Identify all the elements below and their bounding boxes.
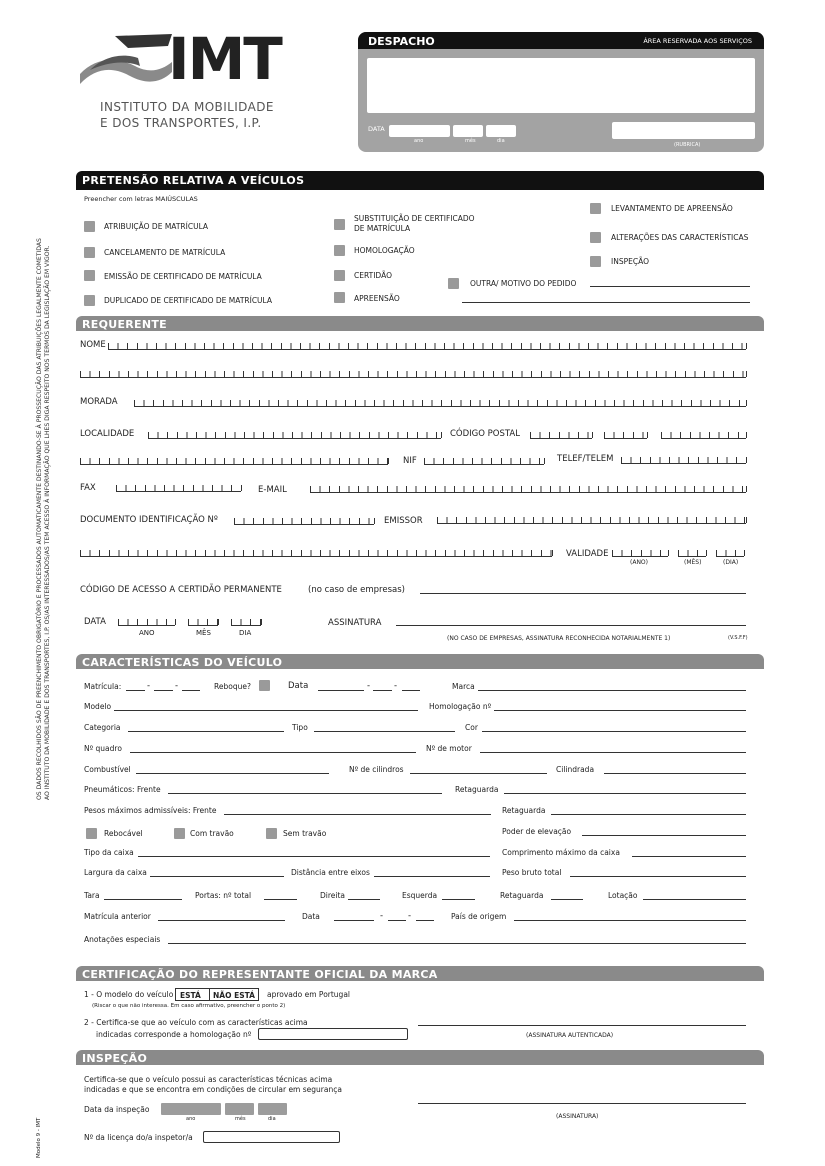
cert-assinatura-label: (ASSINATURA AUTENTICADA)	[526, 1032, 614, 1039]
data-mes-comb[interactable]	[188, 618, 218, 626]
documento-comb-2[interactable]	[80, 549, 552, 557]
despacho-reserved: ÁREA RESERVADA AOS SERVIÇOS	[643, 37, 752, 45]
label-substituicao-2: DE MATRÍCULA	[354, 224, 411, 233]
label-documento: DOCUMENTO IDENTIFICAÇÃO Nº	[80, 515, 218, 525]
checkbox-rebocavel[interactable]	[86, 828, 97, 839]
label-cilindrada: Cilindrada	[556, 765, 595, 774]
label-data-req: DATA	[84, 617, 106, 627]
modelo-field[interactable]	[114, 710, 418, 711]
checkbox-emissao[interactable]	[84, 270, 95, 281]
label-matricula: Matrícula:	[84, 682, 122, 691]
label-localidade: LOCALIDADE	[80, 429, 135, 439]
label-esquerda: Esquerda	[402, 891, 438, 900]
logo-name-line1: INSTITUTO DA MOBILIDADE	[100, 100, 274, 114]
label-morada: MORADA	[80, 397, 118, 407]
outra-motivo-line1[interactable]	[590, 286, 750, 287]
distancia-field[interactable]	[374, 876, 490, 877]
label-reboque: Reboque?	[214, 682, 251, 691]
label-categoria: Categoria	[84, 723, 121, 732]
label-tara: Tara	[84, 891, 100, 900]
checkbox-cancelamento[interactable]	[84, 247, 95, 258]
label-tipo-caixa: Tipo da caixa	[84, 848, 134, 857]
label-poder-elevacao: Poder de elevação	[502, 827, 572, 836]
checkbox-com-travao[interactable]	[174, 828, 185, 839]
label-peso-bruto: Peso bruto total	[502, 868, 562, 877]
pesos-retaguarda-field[interactable]	[551, 814, 746, 815]
tara-field[interactable]	[104, 899, 182, 900]
label-cancelamento: CANCELAMENTO DE MATRÍCULA	[104, 248, 226, 257]
label-pesos-frente: Pesos máximos admissíveis: Frente	[84, 806, 217, 815]
data-car-sep-2: -	[394, 681, 398, 691]
checkbox-sem-travao[interactable]	[266, 828, 277, 839]
combustivel-field[interactable]	[136, 773, 329, 774]
inspecao-dia-field[interactable]	[258, 1103, 287, 1115]
data-dia-label: DIA	[239, 629, 252, 637]
matricula-anterior-field[interactable]	[158, 920, 285, 921]
esta-divider	[209, 989, 210, 1000]
data-ano-label: ANO	[139, 629, 155, 637]
label-fax: FAX	[80, 483, 96, 493]
label-data-anterior: Data	[302, 912, 320, 921]
cert-item2-line1: 2 - Certifica-se que ao veículo com as características acima	[84, 1018, 308, 1027]
label-matricula-anterior: Matrícula anterior	[84, 912, 151, 921]
morada-comb[interactable]	[134, 399, 746, 407]
inspecao-title: INSPEÇÃO	[82, 1052, 148, 1065]
label-cilindros: Nº de cilindros	[349, 765, 404, 774]
codigo-postal-comb-1[interactable]	[530, 431, 592, 439]
label-atribuicao: ATRIBUIÇÃO DE MATRÍCULA	[104, 222, 209, 231]
portas-retaguarda-field[interactable]	[551, 899, 583, 900]
label-caso-empresas: (no caso de empresas)	[308, 585, 405, 595]
codigo-postal-comb-3[interactable]	[661, 431, 746, 439]
inspecao-text1: Certifica-se que o veículo possui as características técnicas acima	[84, 1075, 333, 1084]
cilindros-field[interactable]	[410, 773, 547, 774]
caracteristicas-title: CARACTERÍSTICAS DO VEÍCULO	[82, 656, 283, 669]
email-comb[interactable]	[310, 485, 746, 493]
validade-dia-label: (DIA)	[723, 559, 739, 566]
cert-homologacao-field[interactable]	[258, 1028, 408, 1040]
label-anotacoes: Anotações especiais	[84, 935, 161, 944]
data-car-sep-1: -	[367, 681, 371, 691]
label-combustivel: Combustível	[84, 765, 131, 774]
despacho-data-label: DATA	[368, 125, 385, 133]
label-rebocavel: Rebocável	[104, 829, 143, 838]
checkbox-substituicao[interactable]	[334, 219, 345, 230]
label-pais: País de origem	[451, 912, 507, 921]
label-tipo: Tipo	[292, 723, 308, 732]
label-largura: Largura da caixa	[84, 868, 147, 877]
matricula-field-1[interactable]	[126, 690, 145, 691]
validade-mes-label: (MÊS)	[684, 559, 702, 566]
cert-item1-note: (Riscar o que não interessa. Em caso afirmativo, preencher o ponto 2)	[92, 1003, 286, 1009]
logo-acronym: IMT	[168, 25, 281, 93]
label-outra: OUTRA/ MOTIVO DO PEDIDO	[470, 279, 577, 288]
data-anterior-sep-2: -	[408, 911, 412, 921]
checkbox-homologacao[interactable]	[334, 245, 345, 256]
data-anterior-field-2[interactable]	[388, 920, 406, 921]
logo-name-line2: E DOS TRANSPORTES, I.P.	[100, 116, 262, 130]
data-anterior-sep-1: -	[380, 911, 384, 921]
sidebar-line1: OS DADOS RECOLHIDOS SÃO DE PREENCHIMENTO OBRIGATÓRIO E PROCESSADOS AUTOMATICAMENTE DESTINANDO-SE À PROSSECUÇÃO DAS ATRIBUIÇÕES LEGALMENTE COMETIDAS	[36, 238, 43, 800]
inspecao-ano-field[interactable]	[161, 1103, 221, 1115]
label-codigo-acesso: CÓDIGO DE ACESSO A CERTIDÃO PERMANENTE	[80, 585, 282, 595]
cilindrada-field[interactable]	[604, 773, 746, 774]
label-direita: Direita	[320, 891, 346, 900]
despacho-ano-label: ano	[414, 138, 424, 144]
label-emissao: EMISSÃO DE CERTIFICADO DE MATRÍCULA	[104, 272, 262, 281]
tipo-caixa-field[interactable]	[138, 856, 490, 857]
requerente-title: REQUERENTE	[82, 318, 167, 331]
homologacao-field[interactable]	[494, 710, 746, 711]
despacho-mes-label: mês	[465, 138, 476, 144]
label-pesos-retaguarda: Retaguarda	[502, 806, 546, 815]
licenca-field[interactable]	[203, 1131, 340, 1143]
label-apreensao: APREENSÃO	[354, 294, 400, 303]
vsff-label: (V.S.F.F)	[728, 635, 748, 641]
label-codigo-postal: CÓDIGO POSTAL	[450, 429, 520, 439]
label-nome: NOME	[80, 340, 106, 350]
localidade-comb[interactable]	[148, 431, 441, 439]
despacho-mes-field[interactable]	[453, 125, 483, 137]
nif-comb[interactable]	[424, 457, 544, 465]
matricula-field-3[interactable]	[182, 690, 200, 691]
validade-dia-comb[interactable]	[716, 549, 744, 557]
despacho-rubrica-label: (RUBRICA)	[674, 142, 701, 148]
localidade-comb-2[interactable]	[80, 457, 388, 465]
label-emissor: EMISSOR	[384, 516, 423, 526]
despacho-header	[358, 32, 764, 49]
fax-comb[interactable]	[116, 484, 241, 492]
checkbox-outra[interactable]	[448, 278, 459, 289]
despacho-dia-label: dia	[497, 138, 505, 144]
label-data-car: Data	[288, 681, 309, 691]
inspecao-header	[76, 1050, 764, 1065]
label-validade: VALIDADE	[566, 549, 609, 559]
label-quadro: Nº quadro	[84, 744, 122, 753]
marca-field[interactable]	[478, 690, 746, 691]
pais-field[interactable]	[514, 920, 746, 921]
esquerda-field[interactable]	[442, 899, 475, 900]
emissor-comb[interactable]	[437, 516, 746, 524]
validade-ano-label: (ANO)	[630, 559, 648, 566]
label-cor: Cor	[465, 723, 478, 732]
peso-bruto-field[interactable]	[570, 876, 746, 877]
label-data-inspecao: Data da inspeção	[84, 1105, 150, 1114]
data-car-field-3[interactable]	[402, 690, 420, 691]
logo-mark-icon	[80, 32, 180, 92]
checkbox-certidao[interactable]	[334, 270, 345, 281]
checkbox-atribuicao[interactable]	[84, 221, 95, 232]
codigo-postal-comb-2[interactable]	[604, 431, 647, 439]
despacho-textarea[interactable]	[367, 58, 755, 113]
cert-item1-pre: 1 - O modelo do veículo	[84, 990, 174, 999]
sidebar-line2: AO INSTITUTO DA MOBILIDADE E DOS TRANSPORTES, I.P. OS/AS INTERESSADOS/AS TEM ACESSO À INFORMAÇÃO QUE LHES DIGA RESPEITO NOS TERMOS DA LEGISLAÇÃO EM VIGOR.	[44, 245, 51, 800]
despacho-rubrica-field[interactable]	[612, 122, 755, 139]
label-homologacao: HOMOLOGAÇÃO	[354, 246, 415, 255]
validade-ano-comb[interactable]	[612, 549, 668, 557]
label-pneu-frente: Pneumáticos: Frente	[84, 785, 161, 794]
label-levantamento: LEVANTAMENTO DE APREENSÃO	[611, 204, 733, 213]
data-mes-label: MÊS	[196, 629, 211, 637]
cert-item1-post: aprovado em Portugal	[267, 990, 350, 999]
despacho-box	[358, 32, 764, 152]
portas-field[interactable]	[264, 899, 297, 900]
sidebar-legal-text	[36, 190, 52, 800]
label-pneu-retaguarda: Retaguarda	[455, 785, 499, 794]
matricula-sep-2: -	[175, 681, 179, 691]
quadro-field[interactable]	[130, 752, 416, 753]
codigo-acesso-line[interactable]	[420, 593, 746, 594]
label-duplicado: DUPLICADO DE CERTIFICADO DE MATRÍCULA	[104, 296, 273, 305]
label-certidao: CERTIDÃO	[354, 271, 392, 280]
motor-field[interactable]	[480, 752, 746, 753]
label-distancia: Distância entre eixos	[291, 868, 370, 877]
certificacao-title: CERTIFICAÇÃO DO REPRESENTANTE OFICIAL DA MARCA	[82, 968, 438, 981]
data-car-field-1[interactable]	[318, 690, 364, 691]
direita-field[interactable]	[348, 899, 380, 900]
label-comprimento: Comprimento máximo da caixa	[502, 848, 620, 857]
cert-assinatura-line[interactable]	[418, 1025, 746, 1026]
esta-nao-esta-box[interactable]	[175, 988, 259, 1001]
requerente-header	[76, 316, 764, 331]
label-motor: Nº de motor	[426, 744, 472, 753]
nota-assinatura: (NO CASO DE EMPRESAS, ASSINATURA RECONHECIDA NOTARIALMENTE 1)	[447, 635, 671, 642]
label-licenca: Nº da licença do/a inspetor/a	[84, 1133, 193, 1142]
label-email: E-MAIL	[258, 485, 287, 495]
despacho-dia-field[interactable]	[486, 125, 516, 137]
cert-item2-line2: indicadas corresponde a homologação nº	[96, 1030, 252, 1039]
data-anterior-field-3[interactable]	[416, 920, 434, 921]
reboque-checkbox[interactable]	[259, 680, 270, 691]
lotacao-field[interactable]	[643, 899, 746, 900]
inspecao-assinatura-line[interactable]	[418, 1103, 746, 1104]
poder-elevacao-field[interactable]	[582, 835, 746, 836]
certificacao-header	[76, 966, 764, 981]
inspecao-assinatura-label: (ASSINATURA)	[556, 1113, 599, 1120]
label-homologacao: Homologação nº	[429, 702, 492, 711]
documento-comb[interactable]	[234, 517, 374, 525]
telef-comb[interactable]	[621, 456, 746, 464]
checkbox-levantamento[interactable]	[590, 203, 601, 214]
outra-motivo-line2[interactable]	[462, 302, 750, 303]
data-dia-comb[interactable]	[231, 618, 261, 626]
checkbox-alteracoes[interactable]	[590, 232, 601, 243]
validade-mes-comb[interactable]	[678, 549, 706, 557]
data-anterior-field-1[interactable]	[334, 920, 374, 921]
inspecao-ano-label: ano	[186, 1116, 196, 1122]
label-marca: Marca	[452, 682, 475, 691]
despacho-ano-field[interactable]	[389, 125, 450, 137]
comprimento-field[interactable]	[632, 856, 746, 857]
assinatura-req-line[interactable]	[396, 625, 746, 626]
inspecao-mes-label: mês	[235, 1116, 246, 1122]
label-telef: TELEF/TELEM	[557, 454, 614, 464]
pretensao-title: PRETENSÃO RELATIVA A VEÍCULOS	[82, 174, 305, 187]
largura-field[interactable]	[150, 876, 284, 877]
label-sem-travao: Sem travão	[283, 829, 327, 838]
data-car-field-2[interactable]	[373, 690, 392, 691]
label-assinatura-req: ASSINATURA	[328, 618, 382, 628]
label-com-travao: Com travão	[190, 829, 234, 838]
matricula-sep-1: -	[147, 681, 151, 691]
footer-modelo: Modelo 9 - IMT	[36, 1117, 42, 1158]
data-ano-comb[interactable]	[118, 618, 175, 626]
label-substituicao-1: SUBSTITUIÇÃO DE CERTIFICADO	[354, 214, 475, 223]
cor-field[interactable]	[482, 731, 746, 732]
nao-esta-option[interactable]: NÃO ESTÁ	[213, 991, 255, 1000]
imt-logo	[80, 25, 281, 137]
despacho-title: DESPACHO	[368, 35, 435, 48]
pneu-retaguarda-field[interactable]	[504, 793, 746, 794]
pesos-frente-field[interactable]	[224, 814, 491, 815]
nome-comb-2[interactable]	[80, 370, 746, 378]
inspecao-dia-label: dia	[268, 1116, 276, 1122]
label-portas: Portas: nº total	[195, 891, 252, 900]
matricula-field-2[interactable]	[154, 690, 173, 691]
inspecao-text2: indicadas e que se encontra em condições de circular em segurança	[84, 1085, 342, 1094]
label-lotacao: Lotação	[608, 891, 638, 900]
label-nif: NIF	[403, 456, 417, 466]
tipo-field[interactable]	[314, 731, 455, 732]
nome-comb-1[interactable]	[108, 342, 746, 350]
label-portas-retaguarda: Retaguarda	[500, 891, 544, 900]
label-modelo: Modelo	[84, 702, 112, 711]
inspecao-mes-field[interactable]	[225, 1103, 254, 1115]
pretensao-hint: Preencher com letras MAIÚSCULAS	[84, 195, 198, 203]
anotacoes-field[interactable]	[168, 943, 746, 944]
caracteristicas-header	[76, 654, 764, 669]
pneu-frente-field[interactable]	[168, 793, 442, 794]
pretensao-header	[76, 171, 764, 190]
categoria-field[interactable]	[128, 731, 284, 732]
checkbox-apreensao[interactable]	[334, 292, 345, 303]
label-inspecao: INSPEÇÃO	[611, 257, 649, 266]
checkbox-inspecao[interactable]	[590, 256, 601, 267]
esta-option[interactable]: ESTÁ	[180, 991, 201, 1000]
label-alteracoes: ALTERAÇÕES DAS CARACTERÍSTICAS	[611, 233, 749, 242]
checkbox-duplicado[interactable]	[84, 295, 95, 306]
